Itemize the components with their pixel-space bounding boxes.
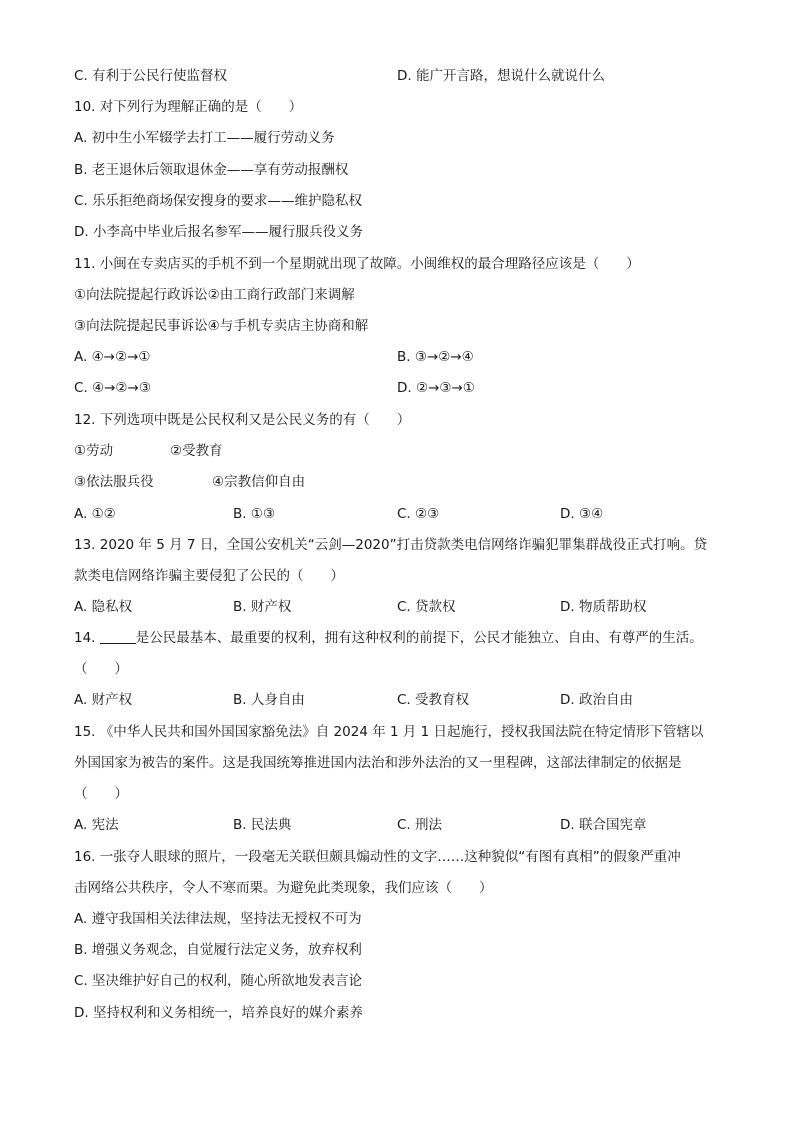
q16-stem-line2: 击网络公共秩序，令人不寒而栗。为避免此类现象，我们应该（ ）	[74, 880, 493, 896]
q16-stem-line1: 16. 一张夺人眼球的照片，一段毫无关联但颇具煽动性的文字……这种貌似“有图有真相”的假象严重冲	[74, 849, 681, 865]
q14-option-c: C. 受教育权	[397, 692, 470, 708]
q11-items-line1: ①向法院提起行政诉讼②由工商行政部门来调解	[74, 287, 355, 303]
q12-option-a: A. ①②	[74, 506, 116, 522]
q9-option-c: C. 有利于公民行使监督权	[74, 68, 228, 84]
q16-option-b: B. 增强义务观念，自觉履行法定义务，放弃权利	[74, 942, 362, 958]
q10-option-b: B. 老王退休后领取退休金——享有劳动报酬权	[74, 162, 349, 178]
q15-option-c: C. 刑法	[397, 817, 443, 833]
q13-option-d: D. 物质帮助权	[560, 599, 647, 615]
q11-stem: 11. 小闽在专卖店买的手机不到一个星期就出现了故障。小闽维权的最合理路径应该是（ ）	[74, 256, 640, 272]
q11-option-b: B. ③→②→④	[397, 349, 474, 365]
q12-item-2: ②受教育	[170, 443, 223, 459]
q14-option-b: B. 人身自由	[233, 692, 305, 708]
q12-item-3: ③依法服兵役	[74, 474, 154, 490]
q11-option-a: A. ④→②→①	[74, 349, 151, 365]
q10-stem: 10. 对下列行为理解正确的是（ ）	[74, 99, 303, 115]
q9-option-d: D. 能广开言路，想说什么就说什么	[397, 68, 605, 84]
q15-option-d: D. 联合国宪章	[560, 817, 647, 833]
q12-stem: 12. 下列选项中既是公民权利又是公民义务的有（ ）	[74, 412, 411, 428]
q10-option-a: A. 初中生小军辍学去打工——履行劳动义务	[74, 130, 335, 146]
q11-option-c: C. ④→②→③	[74, 380, 151, 396]
q15-option-a: A. 宪法	[74, 817, 119, 833]
q15-stem-line1: 15. 《中华人民共和国外国国家豁免法》自 2024 年 1 月 1 日起施行，授权我国法院在特定情形下管辖以	[74, 724, 704, 740]
q14-option-d: D. 政治自由	[560, 692, 633, 708]
q13-stem-line2: 款类电信网络诈骗主要侵犯了公民的（ ）	[74, 568, 344, 584]
q11-items-line2: ③向法院提起民事诉讼④与手机专卖店主协商和解	[74, 318, 369, 334]
q12-item-4: ④宗教信仰自由	[212, 474, 306, 490]
q12-item-1: ①劳动	[74, 443, 114, 459]
q14-answer-blank	[100, 629, 136, 644]
q16-option-a: A. 遵守我国相关法律法规，坚持法无授权不可为	[74, 911, 362, 927]
q15-stem-line2: 外国国家为被告的案件。这是我国统筹推进国内法治和涉外法治的又一里程碑，这部法律制定的依据是	[74, 755, 682, 771]
q15-stem-line3: （ ）	[74, 786, 128, 802]
q13-stem-line1: 13. 2020 年 5 月 7 日，全国公安机关“云剑—2020”打击贷款类电信网络诈骗犯罪集群战役正式打响。贷	[74, 537, 708, 553]
q16-option-c: C. 坚决维护好自己的权利，随心所欲地发表言论	[74, 973, 363, 989]
q15-option-b: B. 民法典	[233, 817, 292, 833]
q16-option-d: D. 坚持权利和义务相统一，培养良好的媒介素养	[74, 1005, 363, 1021]
q10-option-c: C. 乐乐拒绝商场保安搜身的要求——维护隐私权	[74, 193, 363, 209]
q14-option-a: A. 财产权	[74, 692, 133, 708]
q12-option-c: C. ②③	[397, 506, 440, 522]
q14-stem-text: 是公民最基本、最重要的权利，拥有这种权利的前提下，公民才能独立、自由、有尊严的生活。	[135, 630, 703, 646]
q14-stem-line2: （ ）	[74, 661, 128, 677]
q12-option-d: D. ③④	[560, 506, 604, 522]
q14-number: 14.	[74, 630, 100, 646]
q13-option-b: B. 财产权	[233, 599, 292, 615]
q14-stem-line1	[74, 629, 703, 647]
q11-option-d: D. ②→③→①	[397, 380, 475, 396]
q12-option-b: B. ①③	[233, 506, 276, 522]
q10-option-d: D. 小李高中毕业后报名参军——履行服兵役义务	[74, 224, 363, 240]
q13-option-c: C. 贷款权	[397, 599, 456, 615]
q13-option-a: A. 隐私权	[74, 599, 133, 615]
